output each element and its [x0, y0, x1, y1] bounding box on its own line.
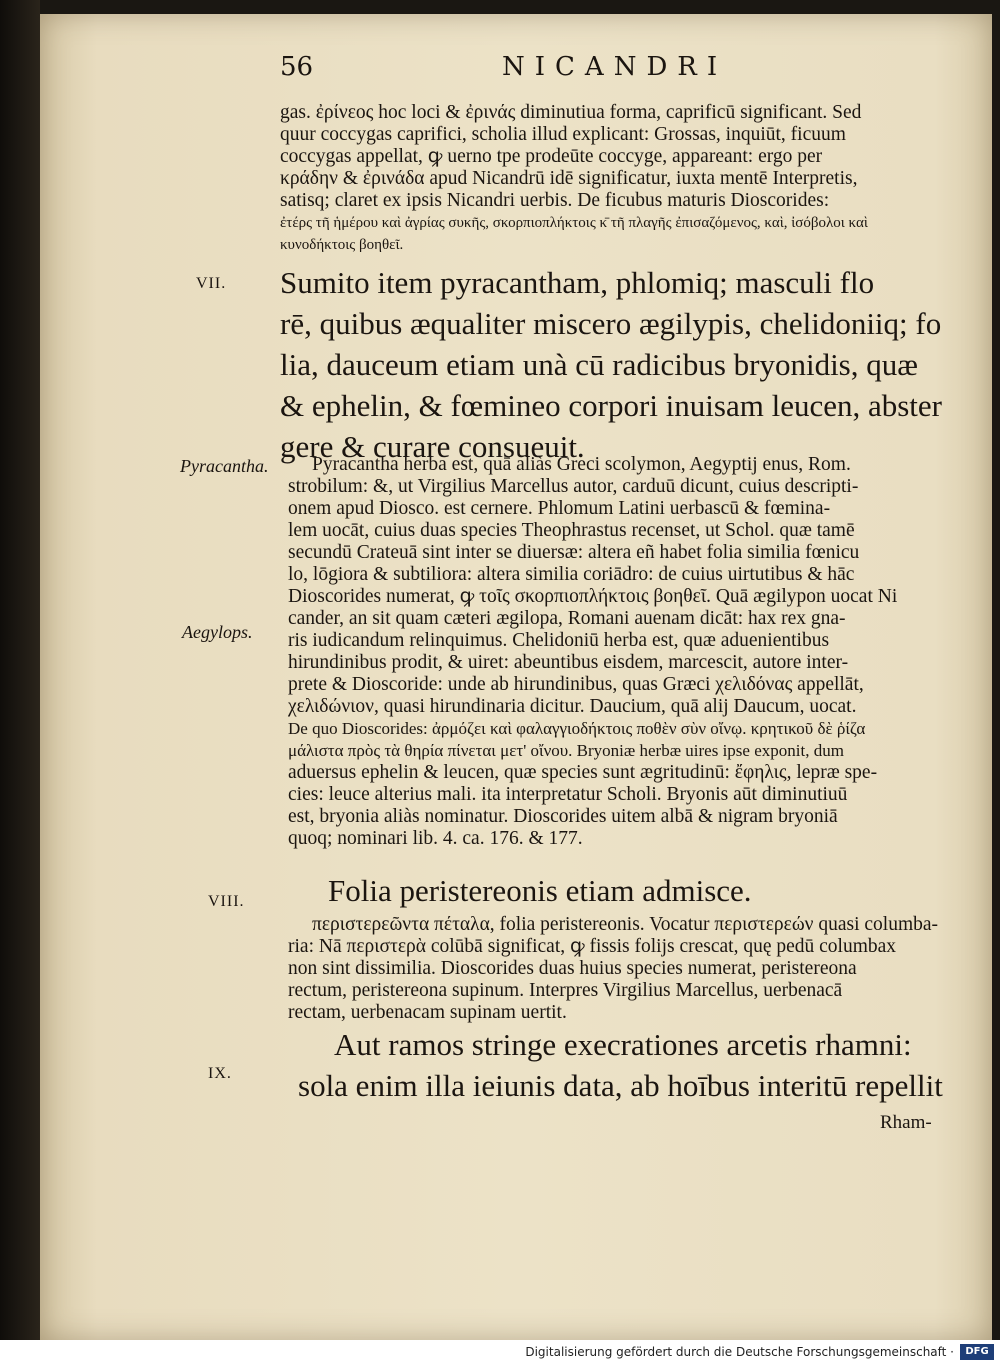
- text-line: gas. ἐρίνεος hoc loci & ἐρινάς diminutiua forma, caprificū significant. Sed: [280, 102, 862, 123]
- verse-7: [280, 262, 942, 467]
- book-edge: [0, 0, 40, 1365]
- text-line: lem uocāt, cuius duas species Theophrastus recenset, ut Schol. quæ tamē: [288, 520, 855, 541]
- margin-numeral-9: IX.: [208, 1065, 232, 1082]
- text-line: rectum, peristereona supinum. Interpres Virgilius Marcellus, uerbenacā: [288, 980, 843, 1001]
- text-line: Pyracantha herba est, quā aliàs Greci scolymon, Aegyptij enus, Rom.: [312, 454, 851, 475]
- footer-bar: [0, 1340, 1000, 1365]
- verse-line: lia, dauceum etiam unà cū radicibus bryonidis, quæ: [280, 347, 918, 382]
- text-line: strobilum: &, ut Virgilius Marcellus autor, carduū dicunt, cuius descripti-: [288, 476, 859, 497]
- text-line: prete & Dioscoride: unde ab hirundinibus, quas Græci χελιδόνας appellāt,: [288, 674, 864, 695]
- verse-8: [328, 870, 752, 911]
- margin-numeral-7: VII.: [196, 275, 227, 292]
- footer-credit: Digitalisierung gefördert durch die Deutsche Forschungsgemeinschaft ·: [525, 1345, 954, 1359]
- page-number: 56: [280, 52, 314, 82]
- text-line: ris iudicandum relinquimus. Chelidoniū herba est, quæ aduenientibus: [288, 630, 830, 651]
- verse-line: Folia peristereonis etiam admisce.: [328, 873, 752, 908]
- verse-line: gere & curare consueuit.: [280, 429, 585, 464]
- commentary-8: [288, 914, 938, 1024]
- verse-line: & ephelin, & fœmineo corpori inuisam leucen, abster: [280, 388, 943, 423]
- text-line: quoq; nominari lib. 4. ca. 176. & 177.: [288, 828, 583, 849]
- text-line: quur coccygas caprifici, scholia illud explicant: Grossas, inquiūt, ficuum: [280, 124, 846, 145]
- running-head: NICANDRI: [502, 52, 728, 82]
- text-line: coccygas appellat, ꝙ uerno tpe prodeūte coccyge, appareant: ergo per: [280, 146, 823, 167]
- text-line: De quo Dioscorides: ἀρμόζει καὶ φαλαγγιοδήκτοις ποθὲν σὺν οἴνῳ. κρητικοῦ δὲ ῥίζα: [288, 719, 866, 738]
- text-line: non sint dissimilia. Dioscorides duas huius species numerat, peristereona: [288, 958, 857, 979]
- text-line: ria: Nā περιστερὰ colūbā significat, ꝙ fissis folijs crescat, quę pedū columbax: [288, 936, 897, 957]
- dfg-logo: DFG: [960, 1344, 994, 1360]
- text-line: cies: leuce alterius mali. ita interpretatur Scholi. Bryonis aūt diminutiuū: [288, 784, 848, 805]
- text-line: lo, lōgiora & subtiliora: altera similia coriādro: de cuius uirtutibus & hāc: [288, 564, 855, 585]
- text-line: κυνοδήκτοις βοηθεῖ.: [280, 237, 404, 253]
- text-line: est, bryonia aliàs nominatur. Dioscorides uitem albā & nigram bryoniā: [288, 806, 838, 827]
- commentary-block-top: [280, 102, 868, 256]
- text-line: ἐτέρς τῆ ἡμέρου καὶ ἀγρίας συκῆς, σκορπιοπλήκτοις κ̄ τῆ πλαγῆς ἐπισαζόμενος, καὶ, ἰσόβολοι καὶ: [280, 215, 868, 231]
- margin-note-pyracantha: Pyracantha.: [180, 456, 269, 476]
- text-line: μάλιστα πρὸς τὰ θηρία πίνεται μετ' οἴνου. Bryoniæ herbæ uires ipse exponit, dum: [288, 741, 844, 760]
- text-line: rectam, uerbenacam supinam uertit.: [288, 1002, 567, 1023]
- text-line: περιστερεῶντα πέταλα, folia peristereonis. Vocatur περιστερεών quasi columba-: [312, 914, 939, 935]
- verse-line: sola enim illa ieiunis data, ab hoībus interitū repellit: [298, 1068, 943, 1103]
- text-line: hirundinibus prodit, & uiret: abeuntibus eisdem, marcescit, autore inter-: [288, 652, 849, 673]
- verse-line: rē, quibus æqualiter miscero ægilypis, chelidoniiq; fo: [280, 306, 942, 341]
- verse-line: Aut ramos stringe execrationes arcetis rhamni:: [334, 1027, 912, 1062]
- text-line: aduersus ephelin & leucen, quæ species sunt ægritudinū: ἔφηλις, lepræ spe-: [288, 762, 878, 783]
- text-line: χελιδώνιον, quasi hirundinaria dicitur. Daucium, quā alij Daucum, uocat.: [288, 696, 857, 717]
- commentary-7: [288, 454, 897, 850]
- margin-numeral-8: VIII.: [208, 893, 245, 910]
- verse-line: Sumito item pyracantham, phlomiq; masculi flo: [280, 265, 875, 300]
- text-line: secundū Crateuā sint inter se diuersæ: altera eñ habet folia similia fœnicu: [288, 542, 860, 563]
- text-line: satisq; claret ex ipsis Nicandri uerbis. De ficubus maturis Dioscorides:: [280, 190, 830, 211]
- text-line: onem apud Diosco. est cernere. Phlomum Latini uerbascū & fœmina-: [288, 498, 831, 519]
- verse-9: [298, 1024, 943, 1106]
- text-line: cander, an sit quam cæteri ægilopa, Romani auenam dicāt: hax rex gna-: [288, 608, 846, 629]
- margin-note-aegylops: Aegylops.: [182, 622, 253, 642]
- text-line: κράδην & ἐρινάδα apud Nicandrū idē significatur, iuxta mentē Interpretis,: [280, 168, 858, 189]
- catchword: Rham-: [880, 1112, 932, 1133]
- text-line: Dioscorides numerat, ꝙ τοῖς σκορπιοπλήκτοις βοηθεῖ. Quā ægilypon uocat Ni: [288, 586, 898, 607]
